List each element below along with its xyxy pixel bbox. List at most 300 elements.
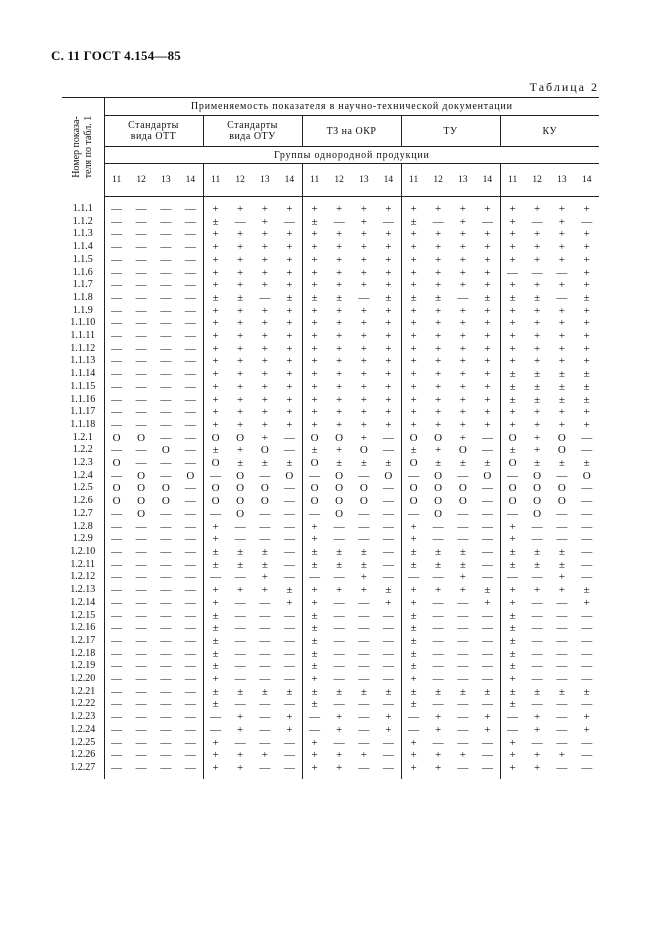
- applicability-cell: O: [310, 482, 319, 495]
- applicability-cell: —: [581, 507, 593, 520]
- applicability-cell: —: [581, 736, 593, 749]
- applicability-cell: ±: [311, 698, 318, 711]
- applicability-cell: +: [583, 596, 590, 609]
- applicability-cell: —: [333, 571, 345, 584]
- applicability-cell: —: [531, 520, 543, 533]
- row-label: 1.2.11: [62, 559, 104, 572]
- row-label: 1.2.24: [62, 724, 104, 737]
- applicability-cell: —: [135, 444, 147, 457]
- applicability-cell: +: [509, 533, 516, 546]
- applicability-cell: ±: [336, 291, 343, 304]
- applicability-cell: O: [557, 495, 566, 508]
- applicability-cell: +: [261, 355, 268, 368]
- applicability-cell: O: [236, 431, 245, 444]
- applicability-cell: ±: [475, 457, 500, 470]
- applicability-cell: —: [111, 596, 123, 609]
- applicability-cell: —: [111, 622, 123, 635]
- applicability-cell: —: [135, 203, 147, 215]
- applicability-cell: +: [336, 584, 343, 597]
- applicability-cell: —: [475, 216, 500, 229]
- applicability-cell: +: [261, 266, 268, 279]
- applicability-cell: —: [277, 622, 302, 635]
- applicability-cell: ±: [212, 609, 219, 622]
- applicability-cell: O: [310, 431, 319, 444]
- applicability-cell: —: [178, 660, 203, 673]
- applicability-cell: —: [376, 698, 401, 711]
- table-row: [62, 762, 599, 779]
- applicability-cell: +: [360, 279, 367, 292]
- applicability-cell: —: [111, 253, 123, 266]
- applicability-cell: +: [212, 761, 219, 774]
- applicability-cell: +: [459, 266, 466, 279]
- applicability-cell: —: [475, 762, 500, 779]
- applicability-cell: +: [261, 380, 268, 393]
- applicability-cell: —: [111, 203, 123, 215]
- row-label: 1.1.6: [62, 267, 104, 280]
- table-row: [62, 521, 599, 534]
- applicability-cell: +: [459, 431, 466, 444]
- applicability-cell: —: [135, 698, 147, 711]
- applicability-cell: —: [160, 304, 172, 317]
- applicability-cell: +: [534, 761, 541, 774]
- applicability-cell: +: [212, 304, 219, 317]
- row-label: 1.2.22: [62, 698, 104, 711]
- applicability-cell: +: [311, 520, 318, 533]
- applicability-cell: —: [277, 673, 302, 686]
- applicability-cell: +: [336, 253, 343, 266]
- applicability-cell: O: [475, 470, 500, 483]
- applicability-cell: ±: [311, 215, 318, 228]
- applicability-cell: +: [261, 749, 268, 762]
- applicability-cell: —: [457, 711, 469, 724]
- applicability-cell: +: [311, 279, 318, 292]
- applicability-cell: ±: [583, 685, 590, 698]
- applicability-cell: —: [111, 685, 123, 698]
- applicability-cell: —: [531, 660, 543, 673]
- applicability-cell: +: [376, 381, 401, 394]
- applicability-cell: +: [583, 342, 590, 355]
- applicability-cell: —: [210, 469, 222, 482]
- applicability-cell: —: [178, 698, 203, 711]
- applicability-cell: +: [558, 330, 565, 343]
- applicability-cell: +: [435, 761, 442, 774]
- applicability-cell: +: [277, 330, 302, 343]
- applicability-cell: —: [475, 546, 500, 559]
- applicability-cell: O: [359, 482, 368, 495]
- applicability-cell: +: [410, 368, 417, 381]
- applicability-cell: +: [376, 330, 401, 343]
- applicability-cell: —: [457, 634, 469, 647]
- applicability-cell: —: [309, 711, 321, 724]
- applicability-cell: +: [475, 254, 500, 267]
- group-number: 11: [401, 164, 426, 197]
- applicability-cell: ±: [311, 634, 318, 647]
- applicability-cell: +: [336, 723, 343, 736]
- applicability-cell: +: [459, 241, 466, 254]
- applicability-cell: +: [277, 267, 302, 280]
- applicability-cell: +: [360, 241, 367, 254]
- applicability-cell: O: [236, 482, 245, 495]
- applicability-cell: —: [432, 215, 444, 228]
- applicability-cell: —: [531, 647, 543, 660]
- applicability-cell: —: [259, 291, 271, 304]
- applicability-cell: —: [160, 596, 172, 609]
- applicability-cell: —: [531, 698, 543, 711]
- applicability-cell: +: [435, 330, 442, 343]
- applicability-cell: —: [475, 737, 500, 750]
- applicability-cell: O: [112, 431, 121, 444]
- applicability-cell: +: [558, 406, 565, 419]
- row-label: 1.1.18: [62, 419, 104, 432]
- applicability-cell: +: [410, 761, 417, 774]
- applicability-cell: ±: [410, 660, 417, 673]
- applicability-cell: —: [135, 533, 147, 546]
- applicability-cell: —: [556, 660, 568, 673]
- row-label: 1.1.14: [62, 368, 104, 381]
- applicability-cell: —: [234, 660, 246, 673]
- applicability-cell: +: [410, 596, 417, 609]
- applicability-cell: O: [335, 482, 344, 495]
- applicability-cell: +: [534, 723, 541, 736]
- row-label: 1.2.3: [62, 457, 104, 470]
- applicability-cell: +: [237, 253, 244, 266]
- applicability-cell: ±: [583, 584, 590, 597]
- table-row: [62, 305, 599, 318]
- applicability-cell: +: [277, 419, 302, 432]
- applicability-cell: ±: [435, 545, 442, 558]
- applicability-cell: +: [277, 368, 302, 381]
- applicability-cell: +: [237, 266, 244, 279]
- applicability-cell: +: [212, 253, 219, 266]
- applicability-cell: O: [112, 482, 121, 495]
- applicability-cell: +: [360, 431, 367, 444]
- applicability-cell: —: [178, 508, 203, 521]
- applicability-cell: —: [581, 660, 593, 673]
- applicability-cell: —: [178, 533, 203, 546]
- applicability-cell: —: [507, 507, 519, 520]
- applicability-cell: +: [261, 317, 268, 330]
- applicability-cell: —: [358, 533, 370, 546]
- applicability-cell: +: [534, 584, 541, 597]
- applicability-cell: +: [583, 279, 590, 292]
- applicability-cell: +: [237, 444, 244, 457]
- applicability-cell: ±: [509, 558, 516, 571]
- applicability-cell: +: [410, 520, 417, 533]
- applicability-cell: —: [457, 736, 469, 749]
- applicability-cell: —: [277, 521, 302, 534]
- group-number: 14: [376, 164, 401, 197]
- applicability-cell: —: [376, 622, 401, 635]
- applicability-cell: +: [237, 317, 244, 330]
- applicability-cell: —: [135, 291, 147, 304]
- applicability-cell: ±: [435, 291, 442, 304]
- row-label: 1.1.13: [62, 355, 104, 368]
- applicability-cell: ±: [534, 393, 541, 406]
- applicability-cell: +: [261, 304, 268, 317]
- applicability-cell: —: [178, 444, 203, 457]
- applicability-cell: +: [459, 393, 466, 406]
- applicability-cell: ±: [558, 393, 565, 406]
- applicability-cell: —: [358, 673, 370, 686]
- applicability-cell: —: [111, 520, 123, 533]
- applicability-cell: O: [310, 495, 319, 508]
- table-row: [62, 228, 599, 241]
- applicability-cell: +: [336, 711, 343, 724]
- applicability-cell: —: [259, 736, 271, 749]
- applicability-cell: +: [558, 342, 565, 355]
- applicability-cell: +: [237, 380, 244, 393]
- applicability-cell: +: [336, 266, 343, 279]
- applicability-cell: —: [135, 317, 147, 330]
- applicability-cell: —: [556, 647, 568, 660]
- applicability-cell: +: [509, 279, 516, 292]
- table-row: [62, 648, 599, 661]
- applicability-cell: +: [376, 394, 401, 407]
- applicability-cell: ±: [311, 291, 318, 304]
- applicability-cell: ±: [360, 545, 367, 558]
- applicability-cell: +: [360, 330, 367, 343]
- applicability-cell: ±: [277, 457, 302, 470]
- applicability-cell: +: [311, 584, 318, 597]
- applicability-cell: +: [435, 406, 442, 419]
- table-row: [62, 533, 599, 546]
- applicability-cell: +: [237, 355, 244, 368]
- applicability-cell: +: [212, 330, 219, 343]
- applicability-cell: +: [237, 418, 244, 431]
- applicability-cell: +: [261, 241, 268, 254]
- applicability-cell: —: [160, 571, 172, 584]
- applicability-cell: +: [311, 673, 318, 686]
- applicability-cell: +: [459, 330, 466, 343]
- applicability-header: Применяемость показателя в научно-технической документации: [104, 98, 599, 116]
- applicability-cell: —: [581, 761, 593, 774]
- applicability-cell: —: [160, 647, 172, 660]
- applicability-cell: —: [408, 507, 420, 520]
- applicability-cell: —: [581, 431, 593, 444]
- applicability-cell: —: [376, 648, 401, 661]
- applicability-cell: +: [509, 673, 516, 686]
- applicability-cell: —: [178, 419, 203, 432]
- applicability-cell: ±: [261, 685, 268, 698]
- applicability-cell: +: [435, 241, 442, 254]
- applicability-cell: ±: [410, 444, 417, 457]
- applicability-cell: —: [556, 761, 568, 774]
- applicability-cell: +: [277, 317, 302, 330]
- applicability-cell: +: [237, 241, 244, 254]
- row-label: 1.1.1: [62, 197, 104, 216]
- group-number: 13: [550, 164, 575, 197]
- applicability-cell: +: [435, 279, 442, 292]
- applicability-cell: —: [277, 508, 302, 521]
- applicability-cell: —: [259, 698, 271, 711]
- row-label: 1.2.26: [62, 749, 104, 762]
- applicability-cell: O: [260, 495, 269, 508]
- applicability-cell: +: [410, 584, 417, 597]
- applicability-cell: —: [160, 622, 172, 635]
- applicability-cell: O: [458, 444, 467, 457]
- applicability-cell: —: [160, 507, 172, 520]
- applicability-cell: +: [475, 267, 500, 280]
- applicability-cell: O: [211, 495, 220, 508]
- applicability-cell: ±: [435, 685, 442, 698]
- applicability-cell: +: [360, 368, 367, 381]
- applicability-cell: +: [277, 394, 302, 407]
- applicability-cell: +: [435, 342, 442, 355]
- applicability-cell: O: [434, 495, 443, 508]
- applicability-cell: O: [409, 431, 418, 444]
- applicability-cell: +: [237, 304, 244, 317]
- applicability-cell: —: [135, 228, 147, 241]
- applicability-cell: ±: [212, 698, 219, 711]
- applicability-cell: +: [475, 241, 500, 254]
- applicability-cell: +: [459, 355, 466, 368]
- applicability-cell: +: [212, 584, 219, 597]
- applicability-cell: —: [259, 609, 271, 622]
- applicability-cell: +: [277, 406, 302, 419]
- applicability-cell: +: [509, 520, 516, 533]
- applicability-cell: O: [508, 431, 517, 444]
- applicability-cell: +: [583, 711, 590, 724]
- row-label: 1.2.12: [62, 571, 104, 584]
- applicability-cell: —: [135, 241, 147, 254]
- applicability-cell: O: [458, 495, 467, 508]
- applicability-cell: —: [333, 660, 345, 673]
- applicability-cell: —: [234, 596, 246, 609]
- applicability-cell: —: [160, 203, 172, 215]
- applicability-cell: —: [531, 596, 543, 609]
- applicability-cell: —: [160, 736, 172, 749]
- applicability-cell: —: [581, 622, 593, 635]
- applicability-cell: —: [135, 761, 147, 774]
- applicability-cell: +: [212, 368, 219, 381]
- applicability-cell: O: [161, 495, 170, 508]
- table-row: [62, 724, 599, 737]
- applicability-cell: —: [160, 723, 172, 736]
- applicability-cell: O: [211, 431, 220, 444]
- applicability-cell: +: [410, 418, 417, 431]
- applicability-cell: +: [435, 368, 442, 381]
- applicability-cell: +: [336, 317, 343, 330]
- table-row: [62, 660, 599, 673]
- applicability-cell: —: [160, 342, 172, 355]
- applicability-cell: +: [534, 355, 541, 368]
- applicability-cell: ±: [583, 291, 590, 304]
- applicability-cell: —: [111, 368, 123, 381]
- applicability-cell: —: [178, 305, 203, 318]
- applicability-cell: +: [311, 368, 318, 381]
- applicability-cell: +: [459, 749, 466, 762]
- applicability-cell: +: [435, 203, 442, 215]
- applicability-cell: —: [178, 406, 203, 419]
- applicability-cell: —: [277, 559, 302, 572]
- applicability-cell: O: [434, 482, 443, 495]
- applicability-cell: —: [111, 571, 123, 584]
- applicability-cell: —: [160, 228, 172, 241]
- applicability-cell: O: [434, 469, 443, 482]
- applicability-cell: —: [556, 634, 568, 647]
- applicability-cell: —: [234, 673, 246, 686]
- applicability-cell: ±: [583, 393, 590, 406]
- applicability-cell: +: [410, 749, 417, 762]
- applicability-cell: ±: [261, 545, 268, 558]
- applicability-cell: +: [311, 596, 318, 609]
- applicability-cell: —: [507, 469, 519, 482]
- applicability-cell: —: [581, 571, 593, 584]
- table-row: [62, 279, 599, 292]
- applicability-cell: —: [234, 520, 246, 533]
- applicability-cell: —: [581, 558, 593, 571]
- applicability-cell: —: [111, 660, 123, 673]
- applicability-cell: —: [178, 622, 203, 635]
- applicability-cell: +: [435, 253, 442, 266]
- applicability-cell: —: [135, 342, 147, 355]
- applicability-cell: +: [435, 444, 442, 457]
- applicability-cell: —: [234, 647, 246, 660]
- applicability-cell: O: [112, 495, 121, 508]
- applicability-cell: +: [459, 584, 466, 597]
- applicability-cell: —: [111, 609, 123, 622]
- applicability-cell: —: [111, 647, 123, 660]
- applicability-cell: —: [376, 559, 401, 572]
- applicability-cell: —: [376, 546, 401, 559]
- applicability-cell: +: [534, 304, 541, 317]
- applicability-cell: —: [234, 698, 246, 711]
- applicability-cell: +: [212, 203, 219, 215]
- applicability-cell: +: [237, 406, 244, 419]
- applicability-cell: +: [261, 431, 268, 444]
- applicability-cell: ±: [534, 457, 541, 470]
- applicability-cell: +: [534, 228, 541, 241]
- applicability-cell: —: [457, 469, 469, 482]
- applicability-cell: +: [336, 241, 343, 254]
- applicability-cell: O: [335, 469, 344, 482]
- applicability-cell: —: [277, 698, 302, 711]
- applicability-cell: ±: [583, 380, 590, 393]
- applicability-cell: —: [475, 432, 500, 445]
- table-row: [62, 419, 599, 432]
- applicability-cell: +: [583, 355, 590, 368]
- applicability-cell: —: [432, 520, 444, 533]
- applicability-cell: —: [376, 660, 401, 673]
- applicability-cell: —: [178, 597, 203, 610]
- table-row: [62, 470, 599, 483]
- table-row: [62, 610, 599, 623]
- applicability-cell: O: [277, 470, 302, 483]
- doc-type-header: Стандарты вида ОТУ: [203, 116, 302, 147]
- applicability-cell: —: [376, 762, 401, 779]
- applicability-cell: —: [259, 660, 271, 673]
- applicability-cell: —: [531, 736, 543, 749]
- applicability-cell: +: [534, 444, 541, 457]
- applicability-cell: +: [376, 254, 401, 267]
- applicability-cell: O: [409, 482, 418, 495]
- applicability-cell: —: [135, 558, 147, 571]
- applicability-cell: +: [336, 749, 343, 762]
- applicability-cell: —: [259, 673, 271, 686]
- applicability-cell: —: [475, 749, 500, 762]
- applicability-cell: —: [135, 711, 147, 724]
- applicability-cell: —: [475, 521, 500, 534]
- applicability-cell: +: [237, 203, 244, 215]
- applicability-cell: ±: [583, 457, 590, 470]
- applicability-cell: —: [432, 660, 444, 673]
- applicability-cell: —: [408, 711, 420, 724]
- applicability-cell: +: [261, 203, 268, 215]
- applicability-cell: —: [135, 520, 147, 533]
- applicability-cell: —: [111, 228, 123, 241]
- applicability-cell: —: [234, 215, 246, 228]
- applicability-cell: +: [534, 431, 541, 444]
